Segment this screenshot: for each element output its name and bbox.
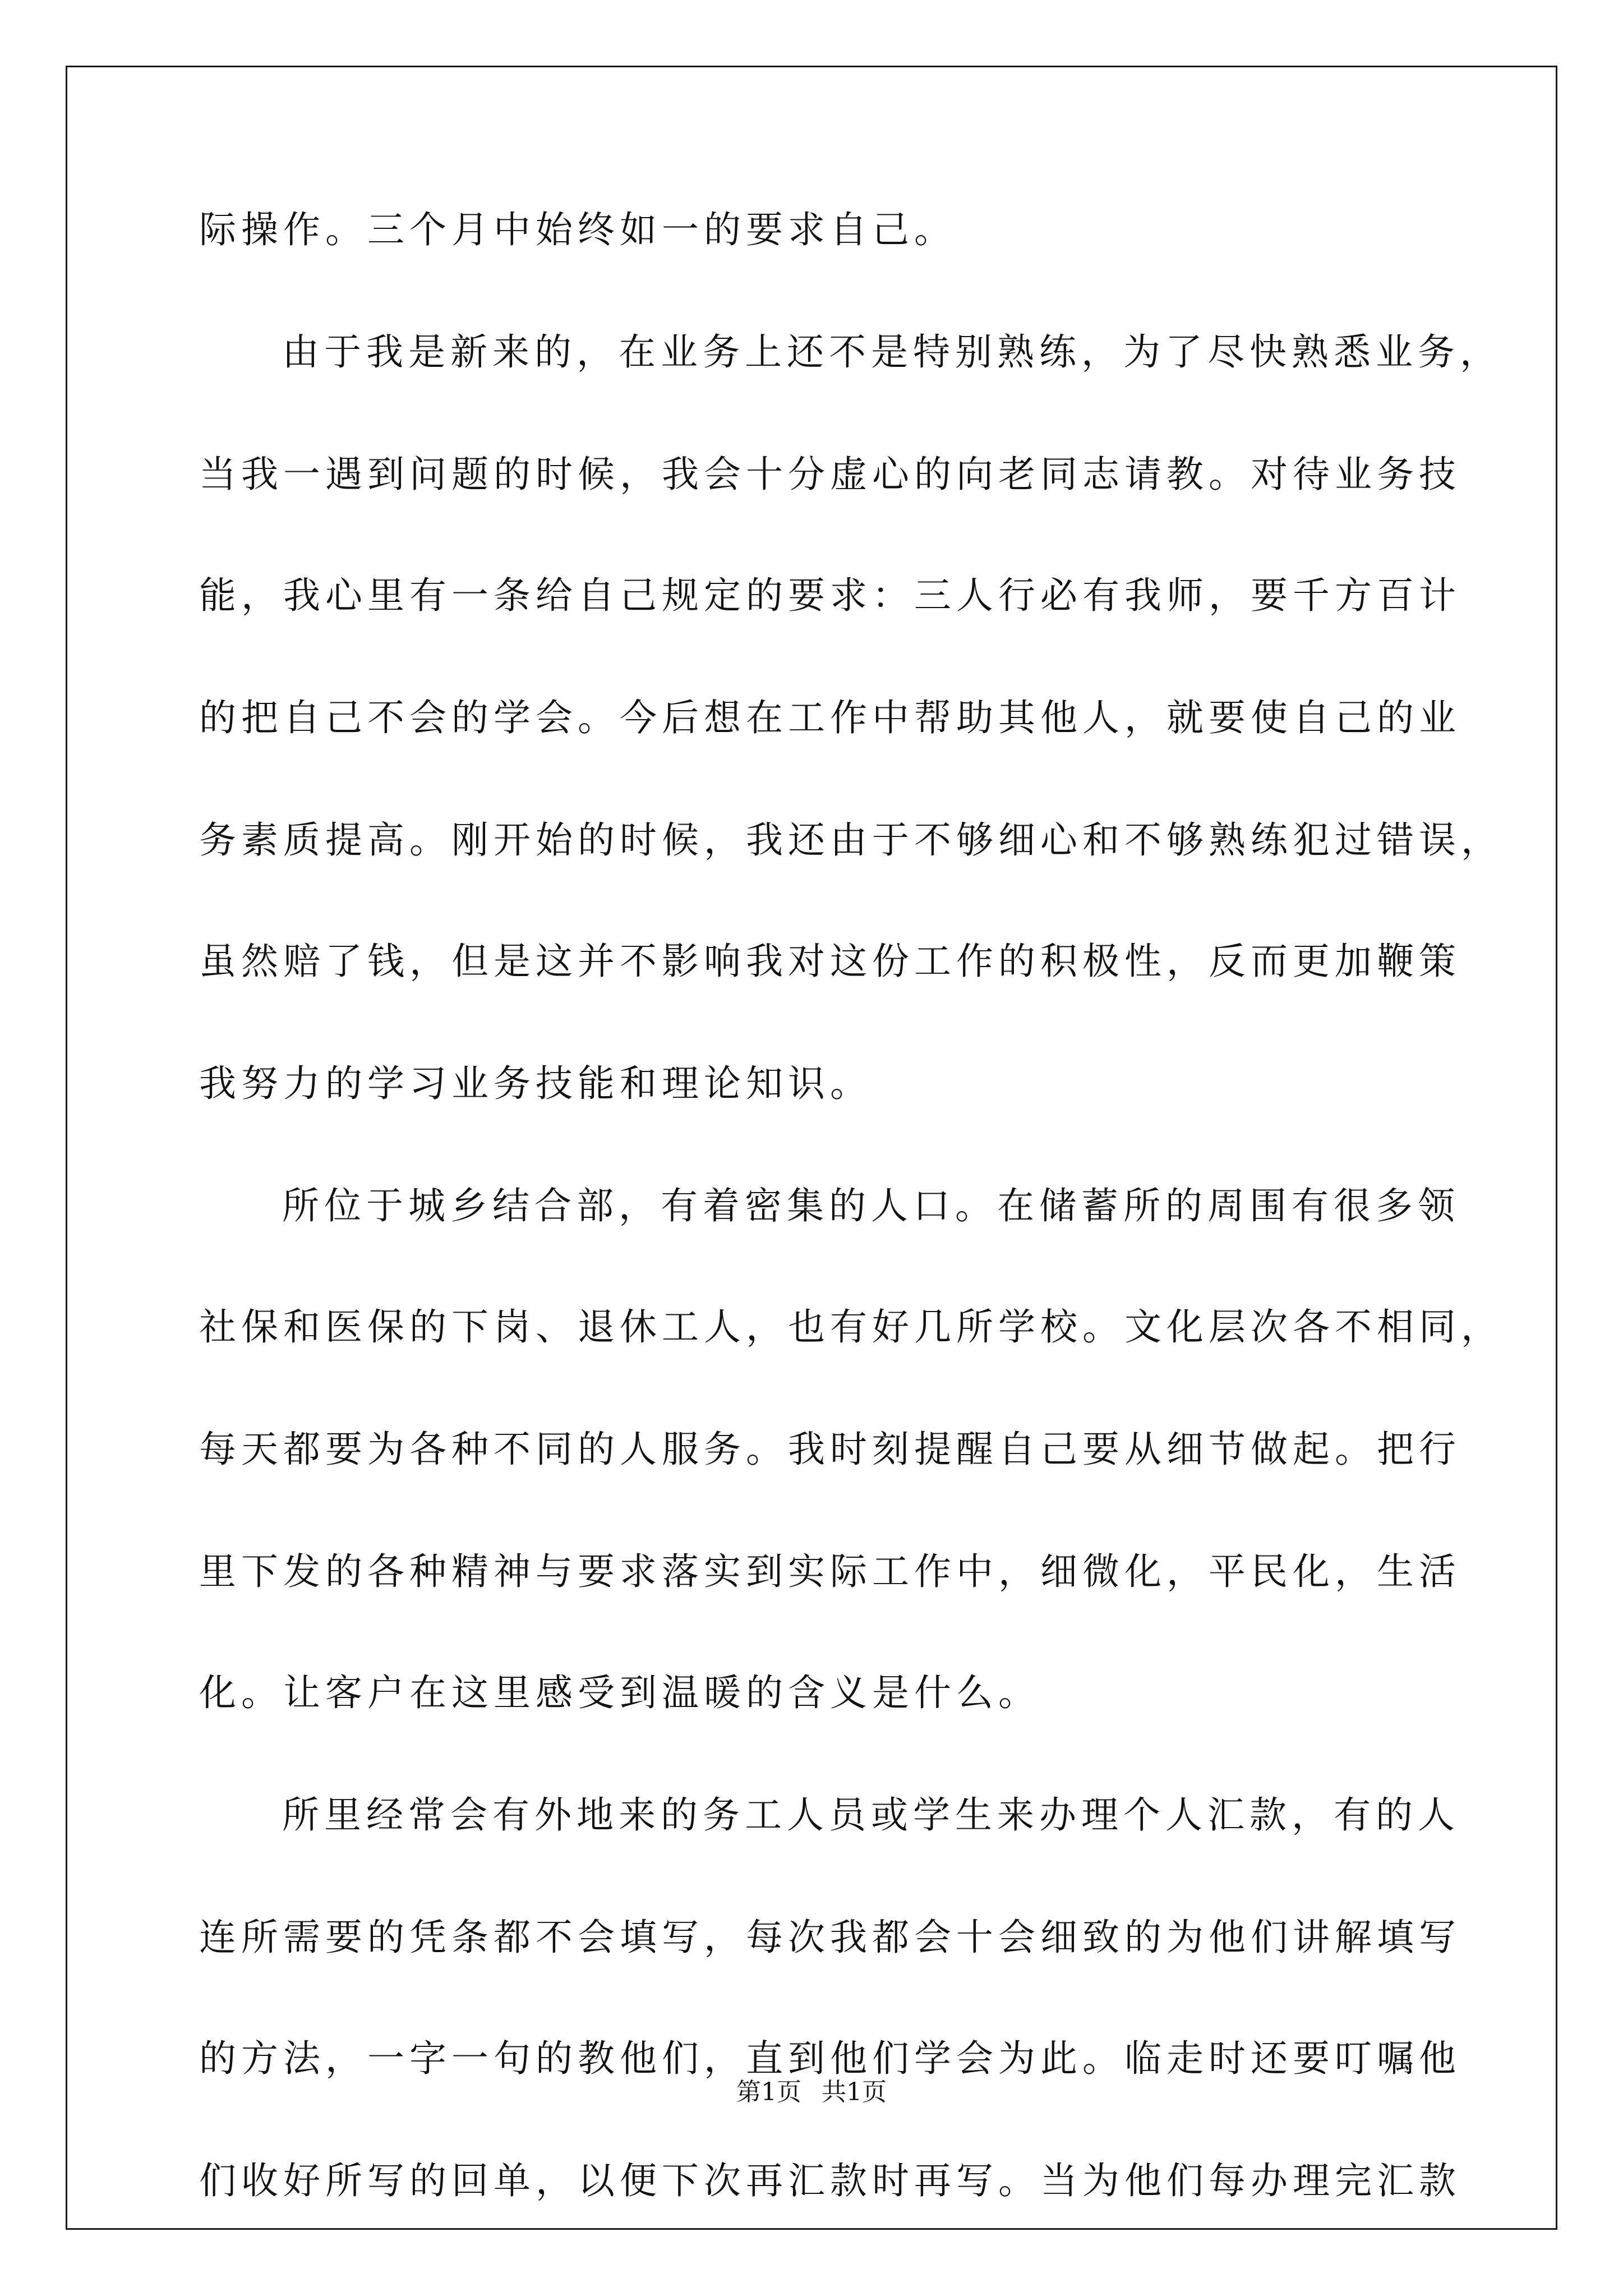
page-footer (0, 2076, 1623, 2109)
page-total: 共1页 (822, 2078, 887, 2106)
text-line: 务素质提高。刚开始的时候，我还由于不够细心和不够熟练犯过错误， (199, 818, 1503, 862)
page-number: 第1页 (736, 2078, 801, 2106)
text-line: 连所需要的凭条都不会填写，每次我都会十会细致的为他们讲解填写 (199, 1916, 1461, 1959)
paragraph-first-line: 所里经常会有外地来的务工人员或学生来办理个人汇款，有的人 (282, 1793, 1460, 1837)
text-line: 社保和医保的下岗、退休工人，也有好几所学校。文化层次各不相同， (199, 1305, 1503, 1349)
text-line: 能，我心里有一条给自己规定的要求：三人行必有我师，要千方百计 (199, 574, 1461, 617)
paragraph-first-line: 由于我是新来的，在业务上还不是特别熟练，为了尽快熟悉业务， (282, 330, 1502, 374)
text-line: 的把自己不会的学会。今后想在工作中帮助其他人，就要使自己的业 (199, 696, 1461, 739)
text-line: 里下发的各种精神与要求落实到实际工作中，细微化，平民化，生活 (199, 1550, 1461, 1593)
paragraph-first-line: 所位于城乡结合部，有着密集的人口。在储蓄所的周围有很多领 (282, 1184, 1460, 1227)
text-line: 的方法，一字一句的教他们，直到他们学会为此。临走时还要叮嘱他 (199, 2037, 1461, 2080)
text-line: 我努力的学习业务技能和理论知识。 (199, 1062, 872, 1105)
text-line: 每天都要为各种不同的人服务。我时刻提醒自己要从细节做起。把行 (199, 1428, 1461, 1471)
text-line: 际操作。三个月中始终如一的要求自己。 (199, 208, 956, 251)
text-line: 当我一遇到问题的时候，我会十分虚心的向老同志请教。对待业务技 (199, 453, 1461, 496)
text-line: 化。让客户在这里感受到温暖的含义是什么。 (199, 1671, 1040, 1714)
text-line: 们收好所写的回单，以便下次再汇款时再写。当为他们每办理完汇款 (199, 2159, 1461, 2202)
text-line: 虽然赔了钱，但是这并不影响我对这份工作的积极性，反而更加鞭策 (199, 940, 1461, 983)
page-border (66, 66, 1557, 2230)
